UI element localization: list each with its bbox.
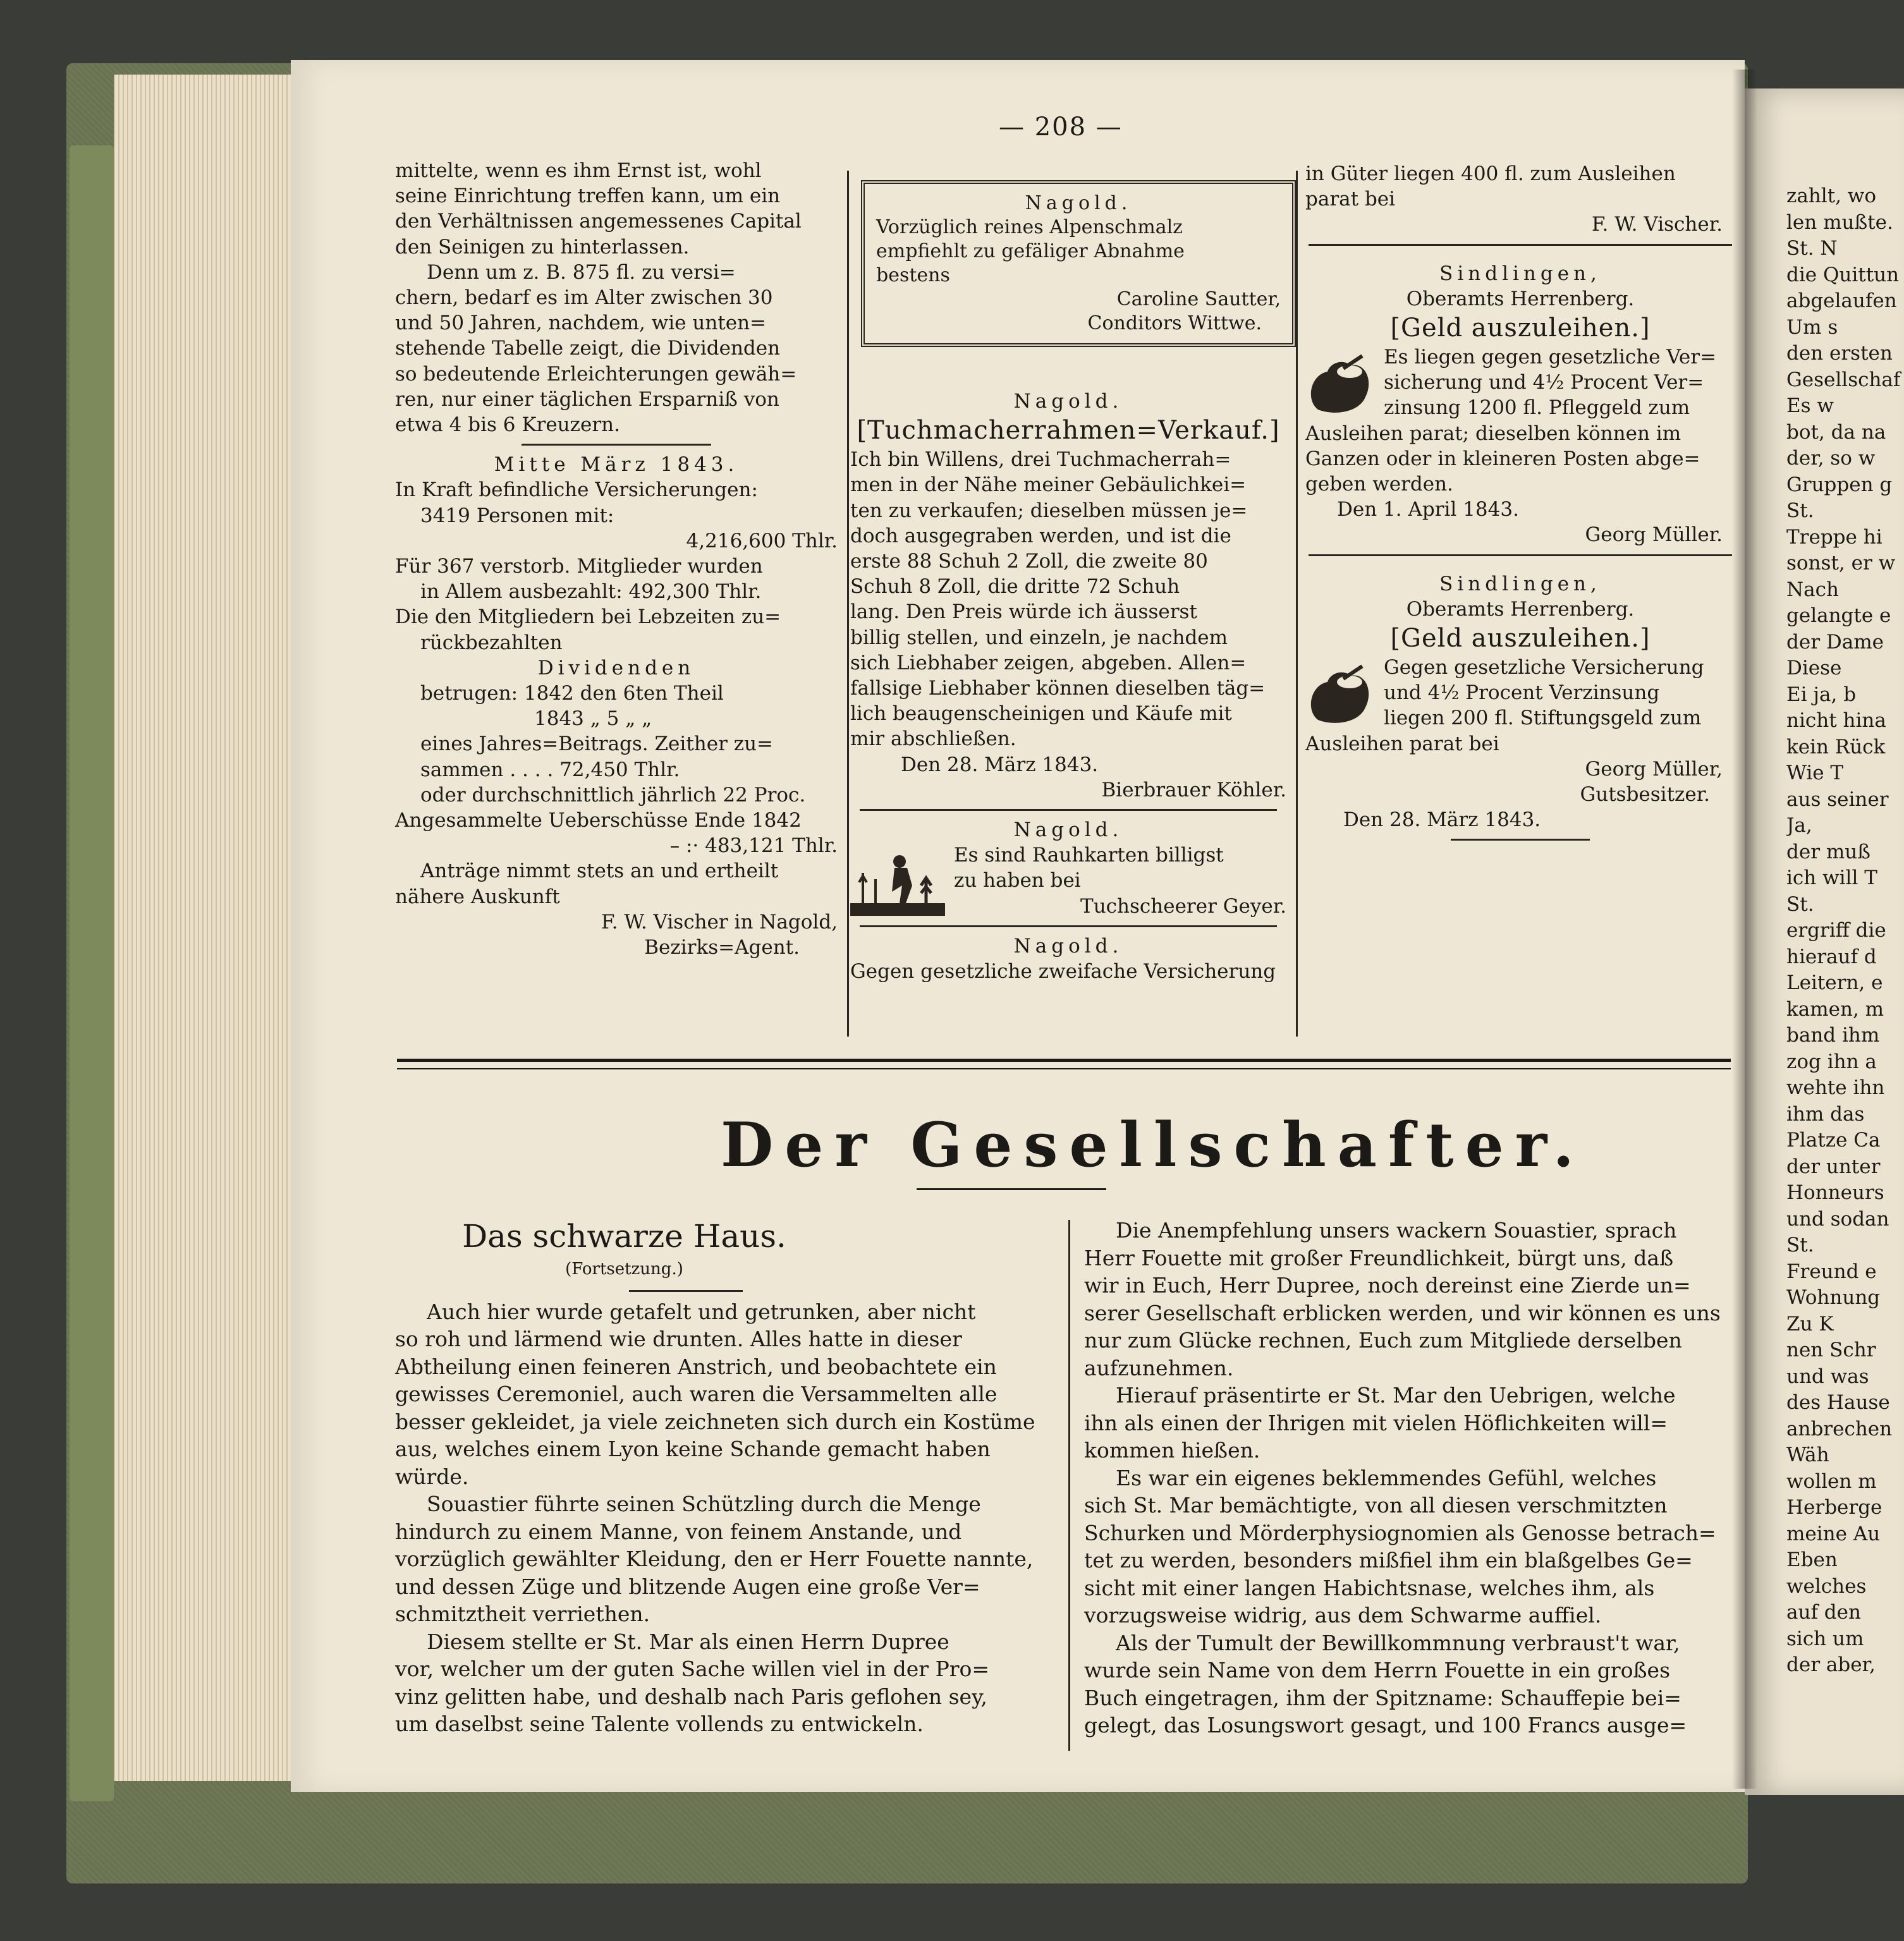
text-line: wir in Euch, Herr Dupree, noch dereinst eine Zierde un= [1084, 1273, 1691, 1298]
text-line: nähere Auskunft [395, 885, 560, 908]
engraving-icon [850, 848, 945, 917]
text-line: Anträge nimmt stets an und ertheilt [420, 860, 779, 883]
story-text [1084, 1217, 1726, 1739]
text-line: vinz gelitten habe, und deshalb nach Paris geflohen sey, [395, 1684, 987, 1709]
text-line: zinsung 1200 fl. Pfleggeld zum [1384, 396, 1690, 420]
text-line: Gruppen g [1786, 473, 1893, 496]
text-line: Es w [1786, 394, 1834, 417]
text-line: Ich bin Willens, drei Tuchmacherrah= [850, 448, 1231, 472]
divider [1309, 244, 1732, 246]
text-line: so roh und lärmend wie drunten. Alles hatte in dieser [395, 1327, 962, 1351]
text-line: sich um [1786, 1627, 1864, 1650]
text-line: Um s [1786, 315, 1838, 339]
masthead-rule [397, 1068, 1731, 1069]
ad-place: Nagold. [1013, 390, 1123, 413]
text-line: len mußte. [1786, 210, 1893, 234]
masthead-title: Der Gesellschafter. [721, 1109, 1585, 1181]
divider [1309, 554, 1732, 556]
text-line: Angesammelte Ueberschüsse Ende 1842 [395, 809, 802, 832]
ad-signature: F. W. Vischer. [1591, 213, 1723, 236]
ad-signature: Georg Müller. [1585, 523, 1723, 547]
story-title: Das schwarze Haus. [462, 1218, 786, 1255]
text-line: ihm das [1786, 1102, 1865, 1126]
text-line: sicht mit einer langen Habichtsnase, welches ihm, als [1084, 1575, 1655, 1600]
ad-date: Den 1. April 1843. [1337, 498, 1519, 521]
ad-headline: [Geld auszuleihen.] [1390, 624, 1651, 654]
text-line: 4,216,600 Thlr. [686, 529, 838, 552]
column-rule [1068, 1220, 1070, 1751]
text-line: Hierauf präsentirte er St. Mar den Uebrigen, welche [1116, 1383, 1676, 1408]
ad-place: Sindlingen, [1439, 572, 1601, 595]
ad-date: Den 28. März 1843. [901, 753, 1099, 776]
text-line: Ja, [1786, 814, 1812, 837]
text-line: Freund e [1786, 1260, 1877, 1283]
text-line: ergriff die [1786, 919, 1886, 942]
divider [1451, 839, 1590, 841]
text-line: fallsige Liebhaber können dieselben täg= [850, 677, 1266, 700]
text-line: hindurch zu einem Manne, von feinem Anstande, und [395, 1519, 962, 1544]
text-line: Gesellschaf [1786, 368, 1901, 391]
ad-headline: [Tuchmacherrahmen=Verkauf.] [857, 416, 1280, 446]
ad-place: Nagold. [1013, 818, 1123, 842]
page-edges [114, 75, 297, 1781]
text-line: gewisses Ceremoniel, auch waren die Versammelten alle [395, 1382, 998, 1406]
text-line: Herberge [1786, 1496, 1883, 1519]
text-line: Eben [1786, 1549, 1838, 1571]
text-line: Schurken und Mörderphysiognomien als Genosse betrach= [1084, 1520, 1716, 1545]
text-line: hierauf d [1786, 945, 1877, 968]
text-line: lang. Den Preis würde ich äusserst [850, 600, 1197, 624]
text-line: sich Liebhaber zeigen, abgeben. Allen= [850, 651, 1247, 674]
text-line: sich St. Mar bemächtigte, von all diesen verschmitzten [1084, 1493, 1668, 1518]
text-line: ren, nur einer täglichen Ersparniß von [395, 387, 779, 411]
text-line: eines Jahres=Beitrags. Zeither zu= [420, 733, 774, 756]
divider [860, 925, 1277, 927]
text-line: chern, bedarf es im Alter zwischen 30 [395, 286, 773, 310]
text-line: Diesem stellte er St. Mar als einen Herrn Dupree [427, 1629, 949, 1654]
text-line: kamen, m [1786, 997, 1884, 1021]
text-line: nen Schr [1786, 1339, 1876, 1361]
text-line: Ganzen oder in kleineren Posten abge= [1305, 447, 1700, 470]
text-line: bestens [876, 264, 950, 286]
text-line: Die den Mitgliedern bei Lebzeiten zu= [395, 605, 781, 629]
text-line: empfiehlt zu gefäliger Abnahme [876, 240, 1185, 262]
text-line: Es sind Rauhkarten billigst [954, 844, 1224, 867]
text-line: sonst, er w [1786, 552, 1896, 575]
text-line: Als der Tumult der Bewillkommnung verbraust't war, [1116, 1630, 1680, 1655]
text-line: in Güter liegen 400 fl. zum Ausleihen [1305, 162, 1676, 185]
text-line: besser gekleidet, ja viele zeichneten sich durch ein Kostüme [395, 1409, 1035, 1434]
text-line: Gegen gesetzliche zweifache Versicherung [850, 960, 1276, 983]
ad-alpenschmalz [861, 180, 1296, 347]
text-line: Wie T [1786, 762, 1844, 784]
text-line: nur zum Glücke rechnen, Euch zum Mitgliede derselben [1084, 1328, 1682, 1353]
insurance-date: Mitte März 1843. [494, 453, 739, 477]
text-line: die Quittun [1786, 263, 1900, 286]
text-line: Nach [1786, 578, 1839, 601]
text-line: nicht hina [1786, 709, 1886, 732]
text-line: mittelte, wenn es ihm Ernst ist, wohl [395, 159, 762, 182]
text-line: aus, welches einem Lyon keine Schande gemacht haben [395, 1437, 991, 1461]
text-line: den Seinigen zu hinterlassen. [395, 235, 690, 259]
text-line: Ei ja, b [1786, 683, 1857, 706]
text-line: Buch eingetragen, ihm der Spitzname: Schauffepie bei= [1084, 1685, 1681, 1710]
text-line: Für 367 verstorb. Mitglieder wurden [395, 555, 763, 578]
ad-signature: Tuchscheerer Geyer. [1080, 894, 1286, 918]
text-line: der muß [1786, 840, 1870, 863]
text-line: bot, da na [1786, 420, 1886, 444]
money-bag-icon [1305, 660, 1375, 729]
text-line: rückbezahlten [420, 631, 563, 654]
text-line: den ersten [1786, 342, 1893, 365]
text-line: schmitztheit verriethen. [395, 1602, 650, 1626]
text-line: 3419 Personen mit: [420, 504, 614, 527]
story-right-column [1084, 1217, 1726, 1739]
ad-place: Nagold. [1013, 934, 1123, 958]
ad-place: Sindlingen, [1439, 262, 1601, 285]
text-line: abgelaufen [1786, 289, 1897, 312]
text-line: 1843 „ 5 „ „ [534, 707, 652, 731]
text-line: tet zu werden, besonders mißfiel ihm ein blaßgelbes Ge= [1084, 1548, 1693, 1573]
fragment-lines [1786, 183, 1904, 1679]
text-line: und dessen Züge und blitzende Augen eine große Ver= [395, 1574, 980, 1599]
text-line: men in der Nähe meiner Gebäulichkei= [850, 473, 1247, 497]
text-line: den Verhältnissen angemessenes Capital [395, 210, 802, 233]
story-text [395, 1298, 1043, 1738]
text-line: sammen . . . . 72,450 Thlr. [420, 758, 680, 781]
signature-title: Bezirks=Agent. [644, 936, 800, 959]
text-line: Treppe hi [1786, 525, 1883, 549]
text-line: etwa 4 bis 6 Kreuzern. [395, 413, 620, 437]
text-line: St. N [1786, 237, 1838, 260]
text-line: Leitern, e [1786, 971, 1883, 994]
text-line: band ihm [1786, 1024, 1880, 1047]
text-line: betrugen: 1842 den 6ten Theil [420, 682, 724, 705]
insurance-text [395, 158, 838, 437]
text-line: zog ihn a [1786, 1050, 1877, 1073]
text-line: ihn als einen der Ihrigen mit vielen Höflichkeiten will= [1084, 1410, 1668, 1435]
text-line: – :· 483,121 Thlr. [669, 834, 838, 858]
text-line: Wäh [1786, 1444, 1829, 1466]
text-line: gelangte e [1786, 604, 1891, 627]
text-line: der aber, [1786, 1653, 1876, 1676]
column-rule [847, 171, 849, 1037]
text-line: und sodan [1786, 1207, 1889, 1231]
text-line: sicherung und 4½ Procent Ver= [1384, 371, 1704, 394]
text-line: ich will T [1786, 867, 1877, 889]
column-left [395, 158, 838, 960]
text-line: Gegen gesetzliche Versicherung [1384, 656, 1704, 679]
text-line: Wohnung [1786, 1286, 1881, 1309]
text-line: serer Gesellschaft erblicken werden, und wir können es uns [1084, 1300, 1721, 1325]
text-line: und 4½ Procent Verzinsung [1384, 681, 1660, 705]
text-line: wurde sein Name von dem Herrn Fouette in ein großes [1084, 1658, 1671, 1682]
text-line: wollen m [1786, 1469, 1877, 1493]
text-line: des Hause [1786, 1391, 1890, 1414]
column-rule [1296, 171, 1298, 1037]
text-line: St. [1786, 499, 1814, 522]
ad-date: Den 28. März 1843. [1343, 808, 1541, 832]
text-line: der, so w [1786, 447, 1876, 470]
masthead-underline [917, 1188, 1106, 1190]
text-line: und was [1786, 1365, 1869, 1388]
ad-body [850, 447, 1286, 751]
story-subtitle: (Fortsetzung.) [565, 1260, 683, 1279]
column-right [1305, 161, 1735, 847]
facing-page-text [1786, 183, 1904, 1679]
text-line: Es liegen gegen gesetzliche Ver= [1384, 346, 1717, 369]
text-line: um daselbst seine Talente vollends zu entwickeln. [395, 1712, 924, 1736]
text-line: anbrechen [1786, 1417, 1893, 1440]
text-line: Auch hier wurde getafelt und getrunken, aber nicht [427, 1299, 976, 1324]
text-line: gelegt, das Losungswort gesagt, und 100 Francs ausge= [1084, 1713, 1687, 1737]
text-line: der unter [1786, 1155, 1881, 1178]
text-line: Zu K [1786, 1312, 1834, 1336]
money-bag-icon [1305, 350, 1375, 419]
text-line: Die Anempfehlung unsers wackern Souastier, sprach [1116, 1218, 1677, 1243]
ad-signature: Gutsbesitzer. [1580, 783, 1710, 806]
text-line: seine Einrichtung treffen kann, um ein [395, 185, 781, 208]
masthead-rule [397, 1059, 1731, 1062]
text-line: in Allem ausbezahlt: 492,300 Thlr. [420, 580, 762, 604]
text-line: Ausleihen parat; dieselben können im [1305, 422, 1681, 445]
divider [522, 444, 711, 446]
text-line: zahlt, wo [1786, 185, 1877, 207]
ad-tuchmacherrahmen [850, 389, 1286, 984]
book-spine [70, 145, 114, 1801]
ad-signature: Bierbrauer Köhler. [1101, 778, 1286, 801]
ad-headline: [Geld auszuleihen.] [1390, 313, 1651, 343]
text-line: Dividenden [537, 656, 695, 679]
text-line: erste 88 Schuh 2 Zoll, die zweite 80 [850, 550, 1208, 573]
text-line: stehende Tabelle zeigt, die Dividenden [395, 337, 781, 360]
text-line: mir abschließen. [850, 727, 1016, 751]
text-line: In Kraft befindliche Versicherungen: [395, 478, 758, 502]
text-line: so bedeutende Erleichterungen gewäh= [395, 362, 797, 386]
text-line: Diese [1786, 657, 1842, 679]
text-line: oder durchschnittlich jährlich 22 Proc. [420, 783, 806, 806]
text-line: und 50 Jahren, nachdem, wie unten= [395, 312, 767, 335]
text-line: vor, welcher um der guten Sache willen viel in der Pro= [395, 1657, 990, 1681]
text-line: aufzunehmen. [1084, 1355, 1234, 1380]
text-line: geben werden. [1305, 473, 1453, 496]
text-line: zu haben bei [954, 869, 1081, 892]
page-number: — 208 — [999, 113, 1123, 142]
text-line: Platze Ca [1786, 1129, 1881, 1152]
book-gutter [1732, 70, 1757, 1789]
text-line: Ausleihen parat bei [1305, 732, 1499, 755]
ad-place: Nagold. [1025, 192, 1132, 214]
ad-subplace: Oberamts Herrenberg. [1406, 597, 1635, 621]
text-line: der Dame [1786, 630, 1884, 654]
text-line: würde. [395, 1464, 469, 1489]
text-line: auf den [1786, 1601, 1861, 1624]
text-line: Abtheilung einen feineren Anstrich, und beobachtete ein [395, 1354, 997, 1379]
ad-signature: Georg Müller, [1585, 757, 1723, 781]
text-line: vorzüglich gewählter Kleidung, den er Herr Fouette nannte, [395, 1547, 1034, 1571]
ad-signature: Conditors Wittwe. [1087, 312, 1262, 334]
text-line: billig stellen, und einzeln, je nachdem [850, 626, 1228, 649]
text-line: kein Rück [1786, 735, 1886, 758]
divider [629, 1290, 743, 1292]
text-line: welches [1786, 1574, 1867, 1598]
text-line: parat bei [1305, 188, 1396, 211]
text-line: Denn um z. B. 875 fl. zu versi= [427, 260, 736, 284]
text-line: doch ausgegraben werden, und ist die [850, 524, 1231, 547]
text-line: Herr Fouette mit großer Freundlichkeit, bürgt uns, daß [1084, 1245, 1674, 1270]
text-line: Schuh 8 Zoll, die dritte 72 Schuh [850, 575, 1180, 599]
text-line: Honneurs [1786, 1181, 1884, 1204]
text-line: Souastier führte seinen Schützling durch die Menge [427, 1492, 981, 1516]
text-line: aus seiner [1786, 788, 1889, 811]
text-line: lich beaugenscheinigen und Käufe mit [850, 702, 1232, 726]
signature: F. W. Vischer in Nagold, [601, 910, 838, 934]
text-line: liegen 200 fl. Stiftungsgeld zum [1384, 707, 1702, 730]
ad-signature: Caroline Sautter, [1116, 288, 1281, 310]
text-line: wehte ihn [1786, 1076, 1885, 1099]
text-line: vorzugsweise widrig, aus dem Schwarme auffiel. [1084, 1603, 1602, 1628]
text-line: Vorzüglich reines Alpenschmalz [876, 216, 1183, 238]
text-line: Es war ein eigenes beklemmendes Gefühl, welches [1116, 1465, 1657, 1490]
text-line: ten zu verkaufen; dieselben müssen je= [850, 499, 1248, 522]
text-line: kommen hießen. [1084, 1438, 1260, 1463]
text-line: St. [1786, 892, 1814, 916]
text-line: St. [1786, 1234, 1814, 1256]
ad-subplace: Oberamts Herrenberg. [1406, 287, 1635, 310]
divider [860, 809, 1277, 811]
story-left-column [395, 1217, 1043, 1738]
text-line: meine Au [1786, 1522, 1881, 1545]
